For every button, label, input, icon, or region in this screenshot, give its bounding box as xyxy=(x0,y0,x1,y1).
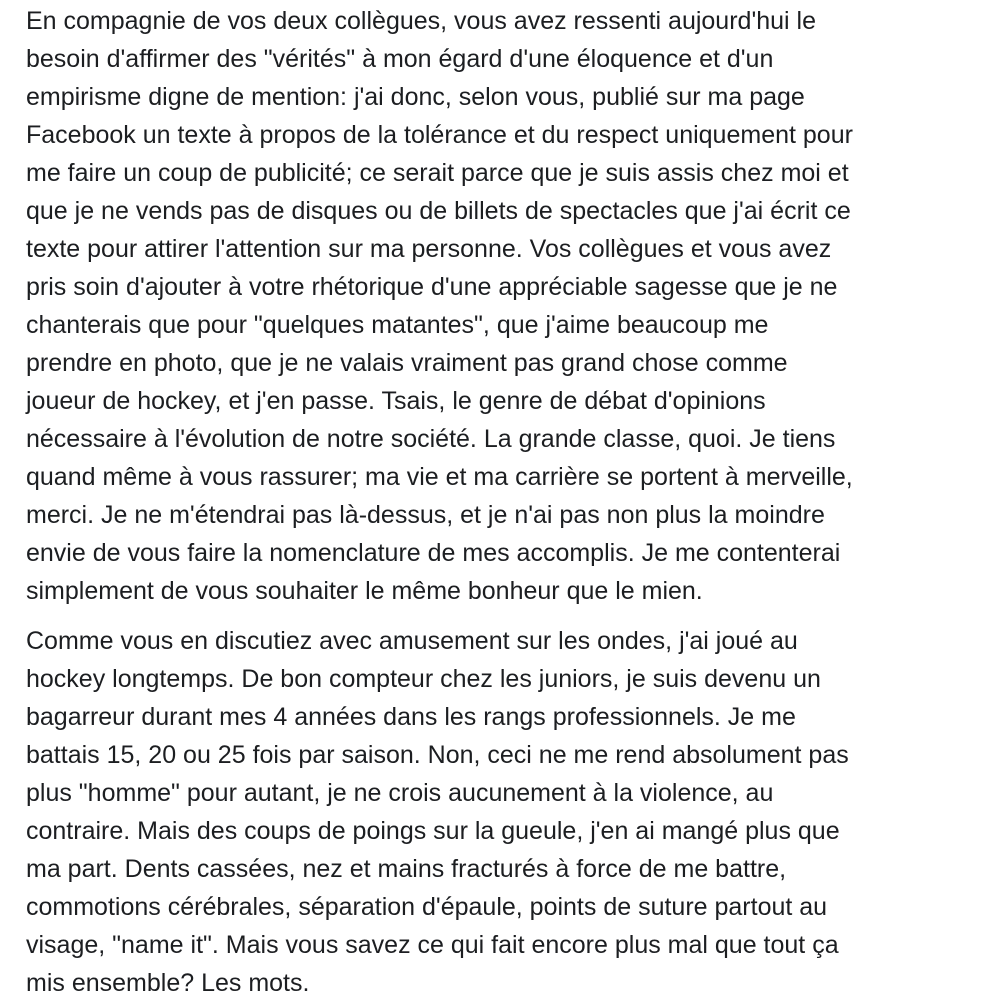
text-line: empirisme digne de mention: j'ai donc, selon vous, publié sur ma page xyxy=(26,83,805,111)
text-line: visage, "name it". Mais vous savez ce qui fait encore plus mal que tout ça xyxy=(26,931,839,959)
text-line: commotions cérébrales, séparation d'épaule, points de suture partout au xyxy=(26,893,828,921)
text-line: Facebook un texte à propos de la tolérance et du respect uniquement pour xyxy=(26,121,853,149)
text-line: prendre en photo, que je ne valais vraiment pas grand chose comme xyxy=(26,349,788,377)
text-line: merci. Je ne m'étendrai pas là-dessus, et je n'ai pas non plus la moindre xyxy=(26,501,825,529)
text-line: envie de vous faire la nomenclature de mes accomplis. Je me contenterai xyxy=(26,539,841,567)
text-line: battais 15, 20 ou 25 fois par saison. Non, ceci ne me rend absolument pas xyxy=(26,741,849,769)
text-line: besoin d'affirmer des "vérités" à mon égard d'une éloquence et d'un xyxy=(26,45,774,73)
text-line: contraire. Mais des coups de poings sur la gueule, j'en ai mangé plus que xyxy=(26,817,840,845)
text-line: joueur de hockey, et j'en passe. Tsais, le genre de débat d'opinions xyxy=(26,387,766,415)
text-line: que je ne vends pas de disques ou de billets de spectacles que j'ai écrit ce xyxy=(26,197,851,225)
text-line: nécessaire à l'évolution de notre société. La grande classe, quoi. Je tiens xyxy=(26,425,836,453)
text-line: me faire un coup de publicité; ce serait parce que je suis assis chez moi et xyxy=(26,159,849,187)
text-line: simplement de vous souhaiter le même bonheur que le mien. xyxy=(26,577,703,605)
text-line: bagarreur durant mes 4 années dans les rangs professionnels. Je me xyxy=(26,703,796,731)
text-line: hockey longtemps. De bon compteur chez les juniors, je suis devenu un xyxy=(26,665,821,693)
paragraph-spacer xyxy=(26,610,976,622)
text-line: Comme vous en discutiez avec amusement sur les ondes, j'ai joué au xyxy=(26,627,798,655)
text-line: pris soin d'ajouter à votre rhétorique d'une appréciable sagesse que je ne xyxy=(26,273,838,301)
text-line: ma part. Dents cassées, nez et mains fracturés à force de me battre, xyxy=(26,855,787,883)
paragraph-1 xyxy=(26,2,976,610)
text-line: chanterais que pour "quelques matantes", que j'aime beaucoup me xyxy=(26,311,769,339)
text-line: mis ensemble? Les mots. xyxy=(26,969,310,997)
text-line: texte pour attirer l'attention sur ma personne. Vos collègues et vous avez xyxy=(26,235,832,263)
text-line: quand même à vous rassurer; ma vie et ma carrière se portent à merveille, xyxy=(26,463,853,491)
text-line: En compagnie de vos deux collègues, vous avez ressenti aujourd'hui le xyxy=(26,7,816,35)
paragraph-2 xyxy=(26,622,976,1002)
text-line: plus "homme" pour autant, je ne crois aucunement à la violence, au xyxy=(26,779,774,807)
